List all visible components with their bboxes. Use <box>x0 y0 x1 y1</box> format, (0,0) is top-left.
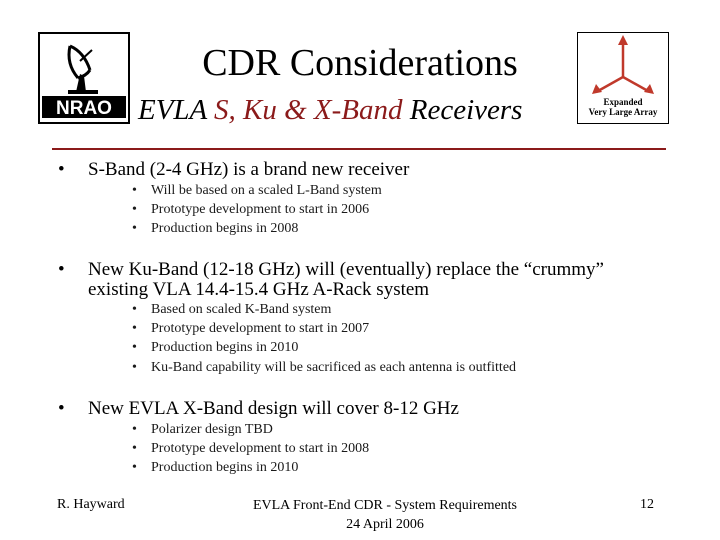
sub-bullet-text: Prototype development to start in 2008 <box>151 441 370 456</box>
subtitle-part-1: EVLA <box>138 94 214 126</box>
footer-author: R. Hayward <box>57 497 125 512</box>
slide-title: CDR Considerations <box>202 42 518 84</box>
footer-date: 24 April 2006 <box>346 517 424 532</box>
bullet-dot: • <box>58 259 65 280</box>
sub-bullet-dot: • <box>132 340 137 355</box>
bullet-text: S-Band (2-4 GHz) is a brand new receiver <box>88 159 410 180</box>
sub-bullet-text: Polarizer design TBD <box>151 422 273 437</box>
evla-logo-line2: Very Large Array <box>588 107 658 117</box>
subtitle-part-2: S, Ku & X-Band <box>214 94 403 126</box>
title-divider <box>52 148 666 150</box>
nrao-logo-text: NRAO <box>56 98 112 119</box>
sub-bullet-dot: • <box>132 221 137 236</box>
page-number: 12 <box>640 497 654 512</box>
sub-bullet-text: Prototype development to start in 2007 <box>151 321 370 336</box>
sub-bullet-text: Production begins in 2010 <box>151 340 299 355</box>
bullet-dot: • <box>58 159 65 180</box>
subtitle-part-3: Receivers <box>402 94 523 126</box>
sub-bullet-dot: • <box>132 460 137 475</box>
bullet-dot: • <box>58 398 65 419</box>
evla-logo-line1: Expanded <box>603 97 643 107</box>
bullet-text: New EVLA X-Band design will cover 8-12 GHz <box>88 398 459 419</box>
sub-bullet-dot: • <box>132 321 137 336</box>
footer-event: EVLA Front-End CDR - System Requirements <box>252 498 518 513</box>
sub-bullet-text: Based on scaled K-Band system <box>151 302 332 317</box>
sub-bullet-text: Will be based on a scaled L-Band system <box>151 183 382 198</box>
sub-bullet-dot: • <box>132 422 137 437</box>
bullet-text-line-1: New Ku-Band (12-18 GHz) will (eventually) replace the “crummy” <box>88 259 604 280</box>
slide-subtitle <box>138 92 522 128</box>
sub-bullet-dot: • <box>132 202 137 217</box>
sub-bullet-dot: • <box>132 441 137 456</box>
sub-bullet-dot: • <box>132 302 137 317</box>
sub-bullet-dot: • <box>132 183 137 198</box>
evla-logo <box>577 32 669 124</box>
sub-bullet-text: Ku-Band capability will be sacrificed as each antenna is outfitted <box>151 360 517 375</box>
nrao-logo <box>38 32 130 124</box>
bullet-text-line-2: existing VLA 14.4-15.4 GHz A-Rack system <box>88 279 430 300</box>
sub-bullet-text: Prototype development to start in 2006 <box>151 202 370 217</box>
sub-bullet-text: Production begins in 2008 <box>151 221 299 236</box>
sub-bullet-text: Production begins in 2010 <box>151 460 299 475</box>
footer-center <box>240 496 530 534</box>
sub-bullet-dot: • <box>132 360 137 375</box>
